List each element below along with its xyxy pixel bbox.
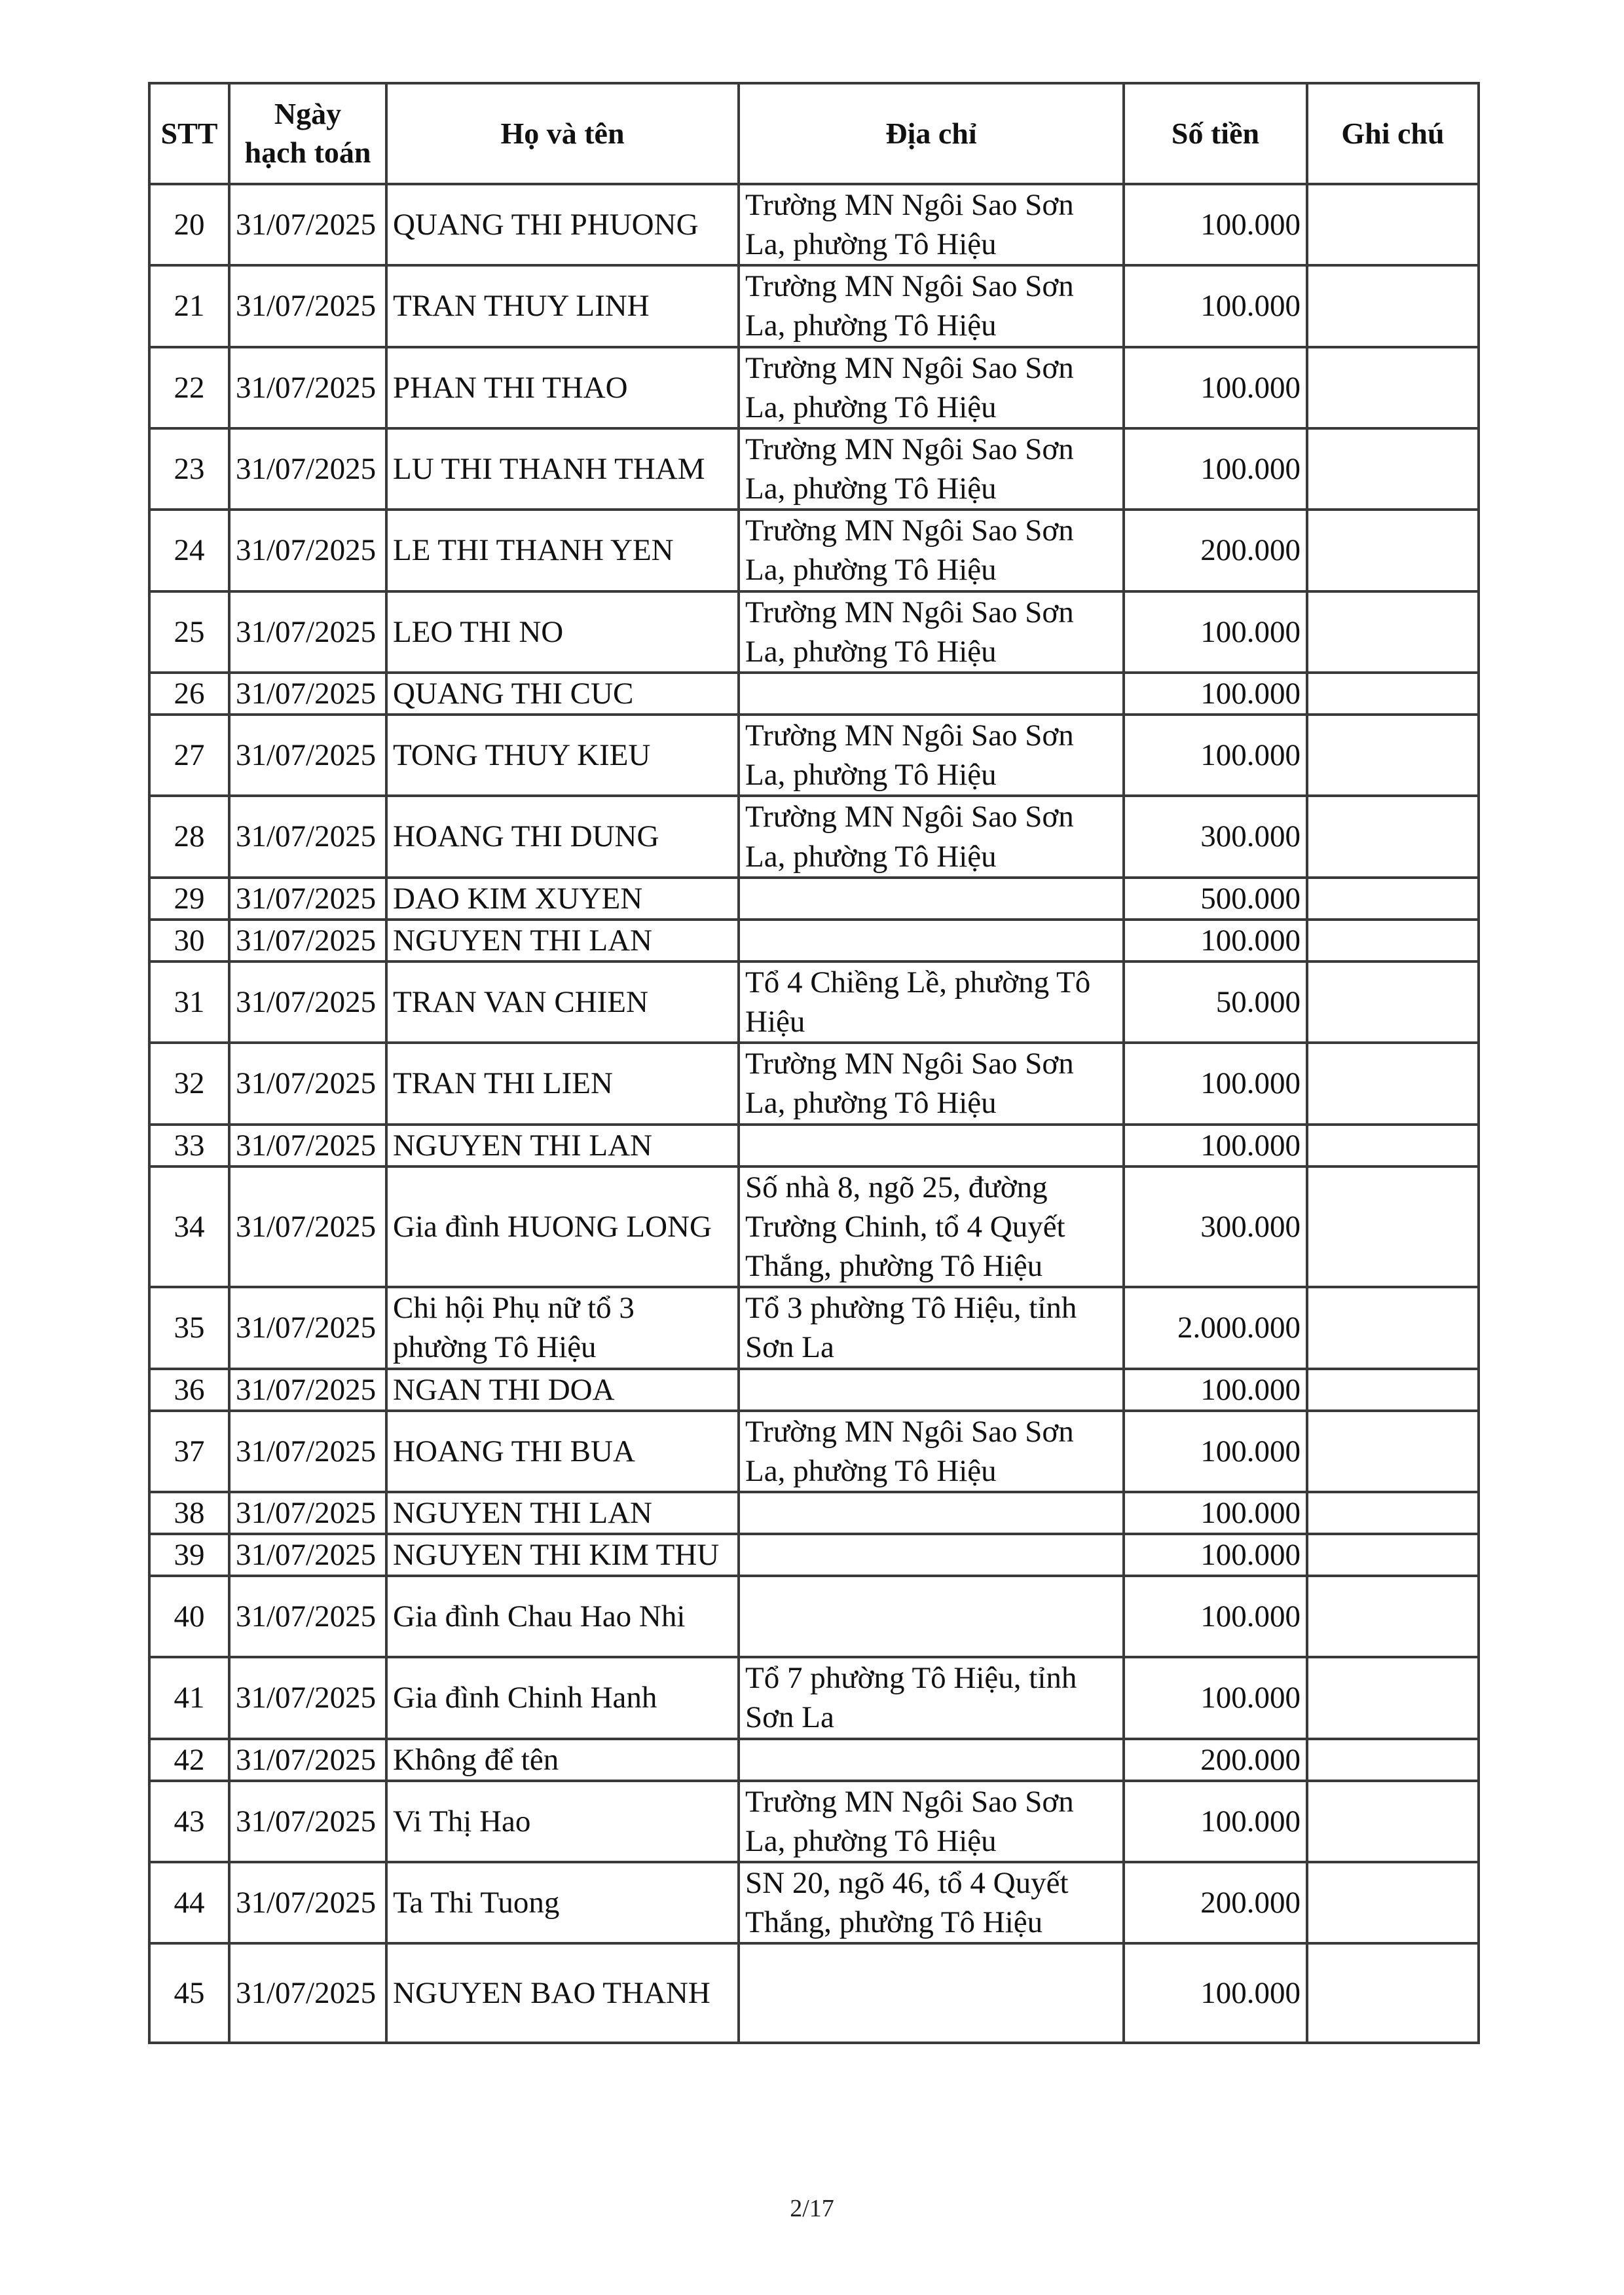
row-note — [1307, 796, 1479, 877]
table-row — [149, 347, 1479, 428]
row-name: NGAN THI DOA — [386, 1369, 739, 1411]
row-date: 31/07/2025 — [229, 591, 386, 673]
row-note — [1307, 1781, 1479, 1862]
row-address — [739, 1943, 1124, 2043]
row-address: Trường MN Ngôi Sao Sơn La, phường Tô Hiệu — [739, 591, 1124, 673]
header-date — [229, 83, 386, 184]
row-date: 31/07/2025 — [229, 920, 386, 961]
row-date: 31/07/2025 — [229, 715, 386, 796]
row-note — [1307, 1576, 1479, 1657]
table-row — [149, 265, 1479, 346]
row-amount: 100.000 — [1124, 184, 1307, 265]
row-note — [1307, 1492, 1479, 1534]
row-amount: 100.000 — [1124, 1369, 1307, 1411]
row-note — [1307, 1369, 1479, 1411]
row-amount: 100.000 — [1124, 920, 1307, 961]
table-row — [149, 1781, 1479, 1862]
row-note — [1307, 1166, 1479, 1287]
row-stt: 32 — [149, 1043, 229, 1124]
row-date: 31/07/2025 — [229, 1534, 386, 1576]
row-name: HOANG THI BUA — [386, 1411, 739, 1492]
row-amount: 300.000 — [1124, 1166, 1307, 1287]
table-row — [149, 428, 1479, 510]
row-amount: 200.000 — [1124, 1862, 1307, 1943]
row-amount: 100.000 — [1124, 1943, 1307, 2043]
row-name: QUANG THI CUC — [386, 673, 739, 715]
row-stt: 20 — [149, 184, 229, 265]
row-stt: 28 — [149, 796, 229, 877]
row-date: 31/07/2025 — [229, 1781, 386, 1862]
header-date-line1: Ngày — [274, 97, 342, 131]
row-address: Tổ 4 Chiềng Lề, phường Tô Hiệu — [739, 961, 1124, 1043]
table-body — [149, 184, 1479, 2043]
row-stt: 22 — [149, 347, 229, 428]
row-date: 31/07/2025 — [229, 961, 386, 1043]
row-note — [1307, 673, 1479, 715]
row-date: 31/07/2025 — [229, 1043, 386, 1124]
row-amount: 100.000 — [1124, 1125, 1307, 1166]
table-row — [149, 1411, 1479, 1492]
row-name: Không để tên — [386, 1739, 739, 1781]
row-amount: 100.000 — [1124, 1657, 1307, 1738]
row-amount: 200.000 — [1124, 1739, 1307, 1781]
row-amount: 500.000 — [1124, 878, 1307, 920]
row-name: HOANG THI DUNG — [386, 796, 739, 877]
table-row — [149, 796, 1479, 877]
row-date: 31/07/2025 — [229, 347, 386, 428]
row-note — [1307, 265, 1479, 346]
row-date: 31/07/2025 — [229, 1125, 386, 1166]
row-note — [1307, 961, 1479, 1043]
row-note — [1307, 1657, 1479, 1738]
row-name: Ta Thi Tuong — [386, 1862, 739, 1943]
row-date: 31/07/2025 — [229, 510, 386, 591]
row-amount: 100.000 — [1124, 591, 1307, 673]
row-stt: 26 — [149, 673, 229, 715]
table-row — [149, 920, 1479, 961]
table-row — [149, 1166, 1479, 1287]
row-name: Chi hội Phụ nữ tổ 3 phường Tô Hiệu — [386, 1287, 739, 1368]
row-name: Vi Thị Hao — [386, 1781, 739, 1862]
row-date: 31/07/2025 — [229, 1287, 386, 1368]
row-stt: 30 — [149, 920, 229, 961]
row-note — [1307, 428, 1479, 510]
row-note — [1307, 347, 1479, 428]
row-address: Tổ 7 phường Tô Hiệu, tỉnh Sơn La — [739, 1657, 1124, 1738]
row-stt: 36 — [149, 1369, 229, 1411]
row-name: Gia đình HUONG LONG — [386, 1166, 739, 1287]
row-date: 31/07/2025 — [229, 673, 386, 715]
table-row — [149, 715, 1479, 796]
header-address: Địa chỉ — [739, 83, 1124, 184]
row-name: TRAN VAN CHIEN — [386, 961, 739, 1043]
row-date: 31/07/2025 — [229, 265, 386, 346]
row-note — [1307, 510, 1479, 591]
row-note — [1307, 184, 1479, 265]
row-amount: 100.000 — [1124, 1576, 1307, 1657]
row-name: DAO KIM XUYEN — [386, 878, 739, 920]
row-amount: 100.000 — [1124, 1492, 1307, 1534]
row-address: SN 20, ngõ 46, tổ 4 Quyết Thắng, phường Tô Hiệu — [739, 1862, 1124, 1943]
row-date: 31/07/2025 — [229, 1166, 386, 1287]
row-note — [1307, 1411, 1479, 1492]
table-row — [149, 1657, 1479, 1738]
row-address — [739, 1576, 1124, 1657]
row-address — [739, 1125, 1124, 1166]
row-name: LE THI THANH YEN — [386, 510, 739, 591]
row-stt: 45 — [149, 1943, 229, 2043]
row-stt: 44 — [149, 1862, 229, 1943]
row-amount: 100.000 — [1124, 673, 1307, 715]
row-amount: 50.000 — [1124, 961, 1307, 1043]
row-address: Trường MN Ngôi Sao Sơn La, phường Tô Hiệu — [739, 428, 1124, 510]
row-stt: 27 — [149, 715, 229, 796]
table-row — [149, 1862, 1479, 1943]
table-row — [149, 1287, 1479, 1368]
table-row — [149, 878, 1479, 920]
row-amount: 100.000 — [1124, 715, 1307, 796]
row-date: 31/07/2025 — [229, 1369, 386, 1411]
row-name: NGUYEN THI LAN — [386, 1492, 739, 1534]
row-amount: 100.000 — [1124, 1781, 1307, 1862]
row-date: 31/07/2025 — [229, 878, 386, 920]
row-address — [739, 1369, 1124, 1411]
donation-table — [148, 82, 1480, 2044]
row-address: Tổ 3 phường Tô Hiệu, tỉnh Sơn La — [739, 1287, 1124, 1368]
header-note: Ghi chú — [1307, 83, 1479, 184]
row-address: Trường MN Ngôi Sao Sơn La, phường Tô Hiệu — [739, 1781, 1124, 1862]
row-stt: 42 — [149, 1739, 229, 1781]
row-note — [1307, 1739, 1479, 1781]
row-address — [739, 920, 1124, 961]
row-stt: 24 — [149, 510, 229, 591]
row-stt: 31 — [149, 961, 229, 1043]
row-name: LU THI THANH THAM — [386, 428, 739, 510]
header-amount: Số tiền — [1124, 83, 1307, 184]
row-note — [1307, 1862, 1479, 1943]
row-amount: 2.000.000 — [1124, 1287, 1307, 1368]
row-date: 31/07/2025 — [229, 184, 386, 265]
row-amount: 100.000 — [1124, 428, 1307, 510]
row-date: 31/07/2025 — [229, 428, 386, 510]
page-number: 2/17 — [790, 2195, 834, 2222]
row-amount: 100.000 — [1124, 1534, 1307, 1576]
table-row — [149, 1943, 1479, 2043]
row-name: NGUYEN THI LAN — [386, 920, 739, 961]
row-name: QUANG THI PHUONG — [386, 184, 739, 265]
row-note — [1307, 1125, 1479, 1166]
row-address: Trường MN Ngôi Sao Sơn La, phường Tô Hiệu — [739, 715, 1124, 796]
row-name: TRAN THI LIEN — [386, 1043, 739, 1124]
row-amount: 100.000 — [1124, 347, 1307, 428]
row-stt: 37 — [149, 1411, 229, 1492]
row-date: 31/07/2025 — [229, 1492, 386, 1534]
row-stt: 23 — [149, 428, 229, 510]
row-date: 31/07/2025 — [229, 1657, 386, 1738]
row-date: 31/07/2025 — [229, 1943, 386, 2043]
table-row — [149, 1369, 1479, 1411]
row-note — [1307, 1287, 1479, 1368]
row-name: NGUYEN BAO THANH — [386, 1943, 739, 2043]
row-stt: 34 — [149, 1166, 229, 1287]
row-date: 31/07/2025 — [229, 1862, 386, 1943]
header-date-line2: hạch toán — [244, 136, 371, 169]
row-stt: 43 — [149, 1781, 229, 1862]
row-stt: 38 — [149, 1492, 229, 1534]
row-name: LEO THI NO — [386, 591, 739, 673]
row-date: 31/07/2025 — [229, 1411, 386, 1492]
row-address — [739, 1492, 1124, 1534]
row-amount: 200.000 — [1124, 510, 1307, 591]
row-amount: 100.000 — [1124, 1411, 1307, 1492]
row-name: TRAN THUY LINH — [386, 265, 739, 346]
row-stt: 25 — [149, 591, 229, 673]
row-note — [1307, 920, 1479, 961]
row-address: Trường MN Ngôi Sao Sơn La, phường Tô Hiệu — [739, 347, 1124, 428]
row-amount: 300.000 — [1124, 796, 1307, 877]
row-stt: 39 — [149, 1534, 229, 1576]
table-row — [149, 591, 1479, 673]
row-address: Trường MN Ngôi Sao Sơn La, phường Tô Hiệu — [739, 796, 1124, 877]
row-name: NGUYEN THI LAN — [386, 1125, 739, 1166]
table-header-row — [149, 83, 1479, 184]
row-name: PHAN THI THAO — [386, 347, 739, 428]
row-date: 31/07/2025 — [229, 1739, 386, 1781]
row-address — [739, 673, 1124, 715]
row-stt: 41 — [149, 1657, 229, 1738]
row-stt: 21 — [149, 265, 229, 346]
row-note — [1307, 1534, 1479, 1576]
table-row — [149, 184, 1479, 265]
table-row — [149, 1043, 1479, 1124]
row-stt: 40 — [149, 1576, 229, 1657]
table-row — [149, 673, 1479, 715]
header-name: Họ và tên — [386, 83, 739, 184]
row-address: Trường MN Ngôi Sao Sơn La, phường Tô Hiệu — [739, 265, 1124, 346]
table-row — [149, 1492, 1479, 1534]
row-name: Gia đình Chinh Hanh — [386, 1657, 739, 1738]
row-amount: 100.000 — [1124, 1043, 1307, 1124]
header-stt: STT — [149, 83, 229, 184]
row-address — [739, 1739, 1124, 1781]
row-note — [1307, 591, 1479, 673]
row-name: TONG THUY KIEU — [386, 715, 739, 796]
row-address: Trường MN Ngôi Sao Sơn La, phường Tô Hiệu — [739, 1411, 1124, 1492]
row-address: Trường MN Ngôi Sao Sơn La, phường Tô Hiệu — [739, 510, 1124, 591]
row-note — [1307, 878, 1479, 920]
row-address — [739, 878, 1124, 920]
row-name: NGUYEN THI KIM THU — [386, 1534, 739, 1576]
table-row — [149, 961, 1479, 1043]
row-address: Trường MN Ngôi Sao Sơn La, phường Tô Hiệu — [739, 1043, 1124, 1124]
table-row — [149, 1576, 1479, 1657]
row-address: Số nhà 8, ngõ 25, đường Trường Chinh, tổ 4 Quyết Thắng, phường Tô Hiệu — [739, 1166, 1124, 1287]
row-amount: 100.000 — [1124, 265, 1307, 346]
row-address — [739, 1534, 1124, 1576]
table-row — [149, 1125, 1479, 1166]
table-row — [149, 1739, 1479, 1781]
row-date: 31/07/2025 — [229, 796, 386, 877]
row-stt: 29 — [149, 878, 229, 920]
row-date: 31/07/2025 — [229, 1576, 386, 1657]
row-note — [1307, 715, 1479, 796]
row-name: Gia đình Chau Hao Nhi — [386, 1576, 739, 1657]
row-stt: 35 — [149, 1287, 229, 1368]
table-row — [149, 510, 1479, 591]
table-row — [149, 1534, 1479, 1576]
row-note — [1307, 1043, 1479, 1124]
row-address: Trường MN Ngôi Sao Sơn La, phường Tô Hiệu — [739, 184, 1124, 265]
row-stt: 33 — [149, 1125, 229, 1166]
row-note — [1307, 1943, 1479, 2043]
